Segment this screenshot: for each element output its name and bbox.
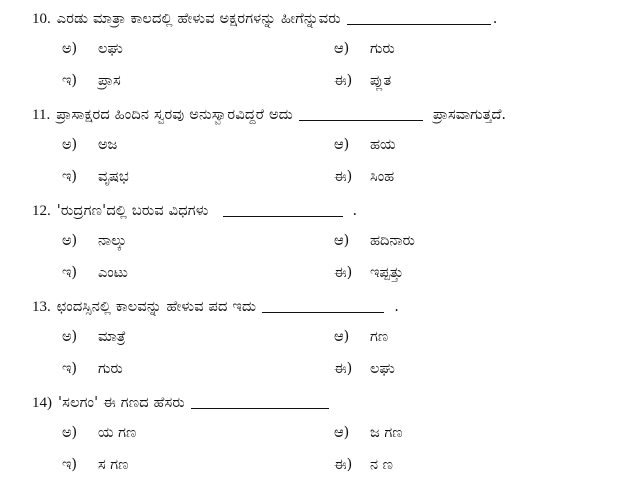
option-d [334, 356, 395, 378]
option-text: ಪ್ಲುತ [370, 73, 392, 89]
option-label: ಇ) [62, 457, 78, 473]
option-d [334, 68, 391, 90]
option-label: ಇ) [62, 265, 78, 281]
option-c [62, 452, 128, 474]
question-11 [32, 100, 506, 124]
answer-blank [223, 204, 343, 217]
option-text: ಗುರು [370, 41, 395, 57]
option-b [334, 420, 402, 442]
option-label: ಇ) [62, 361, 78, 377]
question-text: 'ಸಲಗಂ' ಈ ಗಣದ ಹೆಸರು [58, 395, 185, 411]
option-d [334, 164, 394, 186]
answer-blank [191, 396, 329, 409]
option-text: ಇಪ್ಪತ್ತು [370, 265, 404, 281]
option-text: ಜ ಗಣ [370, 425, 403, 441]
option-d [334, 452, 393, 474]
option-text: ಪ್ರಾಸ [98, 73, 121, 89]
option-c [62, 260, 128, 282]
question-14 [32, 388, 339, 412]
option-text: ನಾಲ್ಕು [98, 233, 127, 249]
option-text: ಲಘು [370, 361, 395, 377]
option-text: ಹದಿನಾರು [370, 233, 415, 249]
question-tail: . [394, 299, 399, 315]
option-label: ಅ) [62, 41, 78, 57]
option-text: ಅಜ [98, 137, 118, 153]
question-12 [32, 196, 357, 220]
question-text: ಛಂದಸ್ಸಿನಲ್ಲಿ ಕಾಲವನ್ನು ಹೇಳುವ ಪದ ಇದು [56, 299, 257, 315]
option-label: ಅ) [62, 137, 78, 153]
option-label: ಅ) [62, 329, 78, 345]
option-label: ಆ) [334, 425, 350, 441]
option-b [334, 324, 388, 346]
option-text: ಲಘು [98, 41, 123, 57]
option-text: ಸ ಗಣ [98, 457, 129, 473]
question-number: 10. [32, 11, 51, 27]
option-b [334, 228, 415, 250]
question-tail: . [492, 11, 498, 27]
option-c [62, 356, 123, 378]
option-label: ಈ) [334, 169, 353, 185]
option-c [62, 164, 129, 186]
option-text: ಮಾತ್ರೆ [98, 329, 126, 345]
option-text: ವೃಷಭ [98, 169, 129, 185]
option-a [62, 228, 127, 250]
option-label: ಇ) [62, 73, 78, 89]
option-text: ಯ ಗಣ [98, 425, 137, 441]
option-label: ಆ) [334, 233, 350, 249]
option-label: ಈ) [334, 361, 353, 377]
option-text: ಎಂಟು [98, 265, 128, 281]
option-label: ಇ) [62, 169, 78, 185]
option-a [62, 420, 136, 442]
question-10 [32, 4, 497, 28]
option-a [62, 132, 117, 154]
answer-blank [299, 108, 423, 121]
option-text: ಗಣ [370, 329, 389, 345]
option-label: ಈ) [334, 457, 353, 473]
option-c [62, 68, 121, 90]
option-label: ಆ) [334, 329, 350, 345]
option-label: ಈ) [334, 265, 353, 281]
question-13 [32, 292, 399, 316]
question-number: 12. [32, 203, 51, 219]
option-text: ಹಯ [370, 137, 396, 153]
option-b [334, 132, 396, 154]
option-a [62, 36, 123, 58]
answer-blank [262, 300, 384, 313]
question-number: 13. [32, 299, 51, 315]
answer-blank [347, 12, 491, 25]
question-number: 11. [32, 107, 51, 123]
option-label: ಅ) [62, 425, 78, 441]
option-text: ನ ಣ [370, 457, 393, 473]
option-d [334, 260, 403, 282]
option-label: ಈ) [334, 73, 353, 89]
option-label: ಆ) [334, 41, 350, 57]
question-text: ಎರಡು ಮಾತ್ರಾ ಕಾಲದಲ್ಲಿ ಹೇಳುವ ಅಕ್ಷರಗಳನ್ನು ಹೀಗೆನ್ನುವರು [56, 11, 341, 27]
option-text: ಸಿಂಹ [370, 169, 395, 185]
question-tail: . [352, 203, 358, 219]
option-b [334, 36, 395, 58]
option-label: ಆ) [334, 137, 350, 153]
option-a [62, 324, 126, 346]
question-tail: ಪ್ರಾಸವಾಗುತ್ತದೆ. [432, 107, 507, 123]
option-text: ಗುರು [98, 361, 123, 377]
question-number: 14) [32, 395, 52, 411]
option-label: ಅ) [62, 233, 78, 249]
question-text: 'ರುದ್ರಗಣ'ದಲ್ಲಿ ಬರುವ ವಿಧಗಳು [56, 203, 209, 219]
question-text: ಪ್ರಾಸಾಕ್ಷರದ ಹಿಂದಿನ ಸ್ವರವು ಅನುಸ್ವಾರವಿದ್ದರೆ ಅದು [56, 107, 293, 123]
